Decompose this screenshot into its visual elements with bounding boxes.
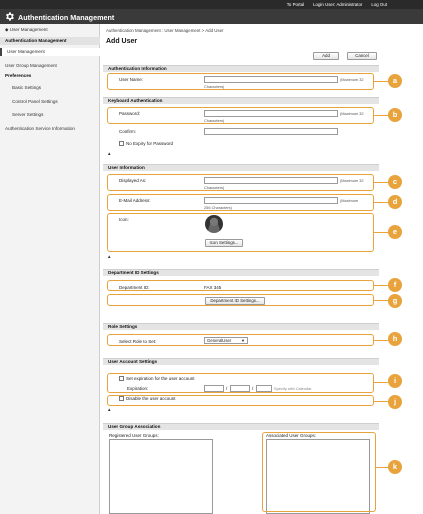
password-hint: (Maximum 32 xyxy=(340,111,364,116)
callout-line-g xyxy=(374,300,388,301)
callout-badge-d: d xyxy=(388,195,402,209)
top-bar xyxy=(0,0,423,9)
login-user-name: Administrator xyxy=(336,1,363,7)
sidebar-header-authentication[interactable]: Authentication Management xyxy=(0,37,100,45)
section-keyboard-auth: Keyboard Authentication xyxy=(103,97,379,104)
displayed-as-hint-2: Characters) xyxy=(204,185,225,190)
section-role-settings: Role Settings xyxy=(103,323,379,330)
displayed-as-label: Displayed As: xyxy=(119,178,147,183)
callout-badge-b: b xyxy=(388,108,402,122)
callout-box-h xyxy=(107,334,374,346)
callout-line-h xyxy=(374,340,388,341)
callout-box-e xyxy=(107,213,374,252)
login-user-label: Login User: xyxy=(313,1,336,7)
app-header xyxy=(0,9,423,24)
sidebar-item-user-group-management[interactable]: User Group Management xyxy=(5,63,57,68)
email-label: E-Mail Address: xyxy=(119,198,151,203)
date-separator: / xyxy=(252,386,254,391)
username-hint: (Maximum 32 xyxy=(340,77,364,82)
breadcrumb: Authentication Management : User Management > Add User xyxy=(106,28,224,33)
password-label: Password: xyxy=(119,111,141,116)
add-button[interactable]: Add xyxy=(313,52,339,60)
confirm-input[interactable] xyxy=(204,128,338,135)
logout-link[interactable]: Log Out xyxy=(371,1,387,7)
sidebar-item-user-management[interactable]: User Management xyxy=(0,48,100,56)
callout-box-b xyxy=(107,107,374,124)
callout-box-c xyxy=(107,174,374,191)
disable-account-label: Disable the user account xyxy=(126,396,176,401)
department-id-label: Department ID: xyxy=(119,285,150,290)
callout-badge-e: e xyxy=(388,225,402,239)
callout-line-b xyxy=(374,115,388,116)
registered-groups-label: Registered User Groups: xyxy=(109,433,159,438)
callout-box-i xyxy=(107,373,374,393)
sidebar-item-user-management-root[interactable]: ◆ User Management xyxy=(5,27,48,32)
collapse-icon[interactable]: ▲ xyxy=(107,151,112,156)
callout-line-a xyxy=(374,81,388,82)
collapse-icon[interactable]: ▲ xyxy=(107,407,112,412)
callout-badge-a: a xyxy=(388,74,402,88)
callout-badge-i: i xyxy=(388,374,402,388)
sidebar-item-basic-settings[interactable]: Basic Settings xyxy=(12,85,42,90)
expiration-checkbox-label: Set expiration for the user account xyxy=(126,376,195,381)
callout-box-d xyxy=(107,194,374,211)
expiration-label: Expiration: xyxy=(127,386,149,391)
callout-line-e xyxy=(374,232,388,233)
username-label: User Name: xyxy=(119,77,144,82)
callout-line-c xyxy=(374,182,388,183)
callout-line-i xyxy=(374,382,388,383)
callout-badge-f: f xyxy=(388,278,402,292)
section-user-info: User Information xyxy=(103,164,379,171)
section-authentication-info: Authentication Information xyxy=(103,65,379,72)
sidebar xyxy=(0,24,100,514)
callout-box-f xyxy=(107,280,374,291)
no-expiry-checkbox[interactable] xyxy=(119,141,124,146)
department-id-settings-button[interactable]: Department ID Settings... xyxy=(205,297,265,305)
displayed-as-hint: (Maximum 32 xyxy=(340,178,364,183)
sidebar-item-control-panel-settings[interactable]: Control Panel Settings xyxy=(12,99,58,104)
callout-line-j xyxy=(374,401,388,402)
date-separator: / xyxy=(226,386,228,391)
callout-box-a xyxy=(107,73,374,90)
registered-groups-list[interactable] xyxy=(109,439,213,514)
icon-settings-button[interactable]: Icon Settings... xyxy=(205,239,243,247)
section-user-account: User Account Settings xyxy=(103,358,379,365)
section-department-id: Department ID Settings xyxy=(103,269,379,276)
no-expiry-label: No Expiry for Password xyxy=(126,141,174,146)
role-select-value: GeneralUser xyxy=(207,338,232,343)
email-hint-2: 256 Characters) xyxy=(204,205,232,210)
associated-groups-label: Associated User Groups: xyxy=(266,433,317,438)
sidebar-item-auth-service-info[interactable]: Authentication Service Information xyxy=(5,126,75,131)
app-title: Authentication Management xyxy=(18,12,115,22)
sidebar-item-server-settings[interactable]: Server Settings xyxy=(12,112,44,117)
callout-badge-k: k xyxy=(388,460,402,474)
chevron-down-icon: ▼ xyxy=(241,338,245,343)
callout-badge-c: c xyxy=(388,175,402,189)
username-hint-2: Characters) xyxy=(204,84,225,89)
callout-badge-h: h xyxy=(388,332,402,346)
callout-box-j xyxy=(107,395,374,406)
callout-line-f xyxy=(374,285,388,286)
gear-icon xyxy=(4,11,15,22)
icon-label: Icon: xyxy=(119,217,129,222)
sidebar-header-preferences: Preferences xyxy=(5,73,32,78)
callout-badge-g: g xyxy=(388,294,402,308)
page-title: Add User xyxy=(106,38,138,45)
section-user-group: User Group Association xyxy=(103,423,379,430)
portal-link[interactable]: To Portal xyxy=(286,1,305,7)
login-user-info xyxy=(313,2,362,7)
role-label: Select Role to Set: xyxy=(119,339,157,344)
callout-box-g xyxy=(107,294,374,306)
callout-line-d xyxy=(374,202,388,203)
email-hint: (Maximum xyxy=(340,198,359,203)
cancel-button[interactable]: Cancel xyxy=(347,52,377,60)
callout-badge-j: j xyxy=(388,395,402,409)
callout-box-k xyxy=(262,432,376,512)
callout-line-k xyxy=(376,467,388,468)
confirm-label: Confirm: xyxy=(119,129,137,134)
collapse-icon[interactable]: ▲ xyxy=(107,254,112,259)
password-hint-2: Characters) xyxy=(204,118,225,123)
department-id-value: FAX 345 xyxy=(204,285,222,290)
calendar-link[interactable]: Specify with Calendar xyxy=(274,386,312,391)
